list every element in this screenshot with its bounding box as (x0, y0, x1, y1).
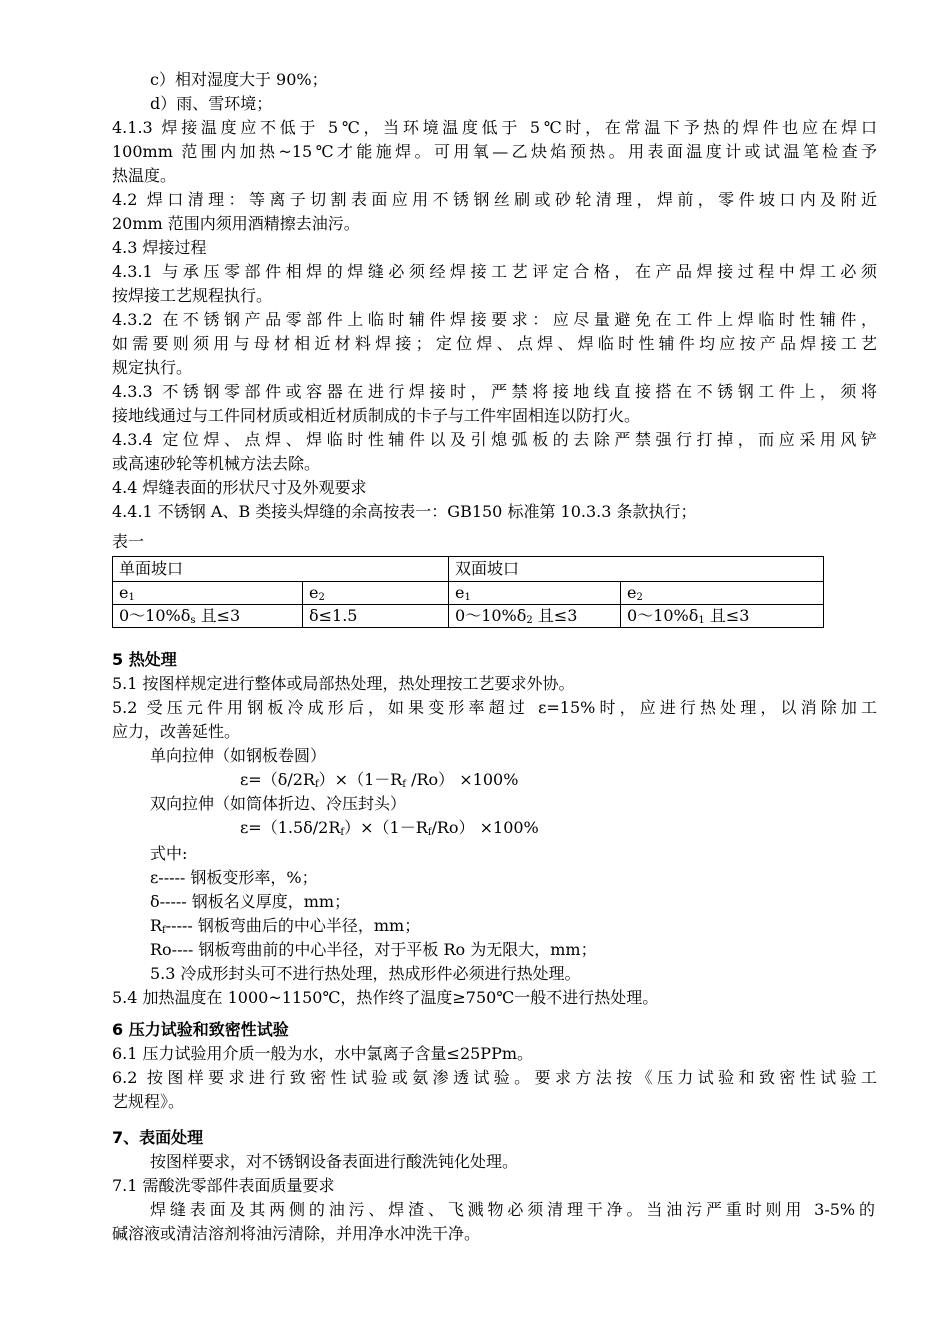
table-cell: $0\sim 10\%\delta_s$ 且≤3 (113, 605, 303, 628)
formula-line: $\varepsilon=(\delta/2R_f)\times(1-R_f$ /Ro） ×100% (240, 770, 519, 790)
text-line: 式中: (150, 844, 188, 863)
section-heading: 7.1 需酸洗零部件表面质量要求 (112, 1176, 335, 1195)
text-line: 或高速砂轮等机械方法去除。 (112, 454, 321, 473)
text-line: 20mm 范围内须用酒精擦去油污。 (112, 214, 360, 233)
table-cell: $e_1$ (113, 582, 303, 605)
section-heading: 4.4 焊缝表面的形状尺寸及外观要求 (112, 478, 367, 497)
table-cell: $0\sim 10\%\delta_1$ 且≤3 (621, 605, 824, 628)
text-line: 100mm 范围内加热~15℃才能施焊。可用氧—乙炔焰预热。用表面温度计或试温笔检查予 (112, 142, 877, 161)
text-line: 5.2 受压元件用钢板冷成形后，如果变形率超过 ε=15%时，应进行热处理，以消除加工 (112, 698, 877, 717)
text-line: 按焊接工艺规程执行。 (112, 286, 273, 305)
text-line: 热温度。 (112, 166, 177, 185)
text-line: 5.3 冷成形封头可不进行热处理，热成形件必须进行热处理。 (150, 964, 581, 983)
text-line: 4.3.3 不锈钢零部件或容器在进行焊接时，严禁将接地线直接搭在不锈钢工件上，须将 (112, 382, 877, 401)
weld-reinforcement-table (112, 556, 824, 628)
text-line: 如需要则须用与母材相近材料焊接；定位焊、点焊、焊临时性辅件均应按产品焊接工艺 (112, 334, 877, 353)
table-row (113, 557, 824, 582)
chapter-heading: 7、表面处理 (112, 1128, 204, 1147)
table-header-cell: 双面坡口 (449, 557, 824, 582)
text-line: Ro---- 钢板弯曲前的中心半径，对于平板 Ro 为无限大，mm； (150, 940, 597, 959)
text-line: δ----- 钢板名义厚度，mm； (150, 892, 351, 911)
text-line: 4.2 焊口清理：等离子切割表面应用不锈钢丝刷或砂轮清理，焊前，零件坡口内及附近 (112, 190, 877, 209)
text-line: 接地线通过与工件同材质或相近材质制成的卡子与工件牢固相连以防打火。 (112, 406, 641, 425)
text-line: 4.1.3 焊接温度应不低于 5℃，当环境温度低于 5℃时，在常温下予热的焊件也应在焊口 (112, 118, 877, 137)
text-line: d）雨、雪环境； (150, 94, 273, 113)
table-cell: $e_2$ (621, 582, 824, 605)
text-line: ε----- 钢板变形率，%； (150, 868, 318, 887)
text-line: 规定执行。 (112, 358, 193, 377)
table-cell: $e_2$ (303, 582, 449, 605)
text-line: 碱溶液或清洁溶剂将油污清除，并用净水冲洗干净。 (112, 1224, 481, 1243)
text-line: 应力，改善延性。 (112, 722, 241, 741)
text-line: 4.3.1 与承压零部件相焊的焊缝必须经焊接工艺评定合格，在产品焊接过程中焊工必须 (112, 262, 877, 281)
text-line: 焊缝表面及其两侧的油污、焊渣、飞溅物必须清理干净。当油污严重时则用 3-5%的 (150, 1200, 875, 1219)
text-line: 4.3.2 在不锈钢产品零部件上临时辅件焊接要求：应尽量避免在工件上焊临时性辅件， (112, 310, 877, 329)
text-line: 艺规程》。 (112, 1092, 185, 1111)
table-header-cell: 单面坡口 (113, 557, 449, 582)
text-line: 6.1 压力试验用介质一般为水，水中氯离子含量≤25PPm。 (112, 1044, 534, 1063)
table-cell: $0\sim 10\%\delta_2$ 且≤3 (449, 605, 621, 628)
text-line: c）相对湿度大于 90%； (150, 70, 328, 89)
table-cell: $e_1$ (449, 582, 621, 605)
text-line: $R_f-----$ 钢板弯曲后的中心半径，mm； (150, 916, 421, 936)
section-heading: 4.3 焊接过程 (112, 238, 207, 257)
text-line: 双向拉伸（如筒体折边、冷压封头） (150, 794, 407, 813)
text-line: 5.4 加热温度在 1000~1150℃，热作终了温度≥750℃一般不进行热处理。 (112, 988, 659, 1007)
text-line: 6.2 按图样要求进行致密性试验或氨渗透试验。要求方法按《压力试验和致密性试验工 (112, 1068, 877, 1087)
table-caption: 表一 (112, 532, 145, 551)
chapter-heading: 5 热处理 (112, 650, 177, 669)
text-line: 5.1 按图样规定进行整体或局部热处理，热处理按工艺要求外协。 (112, 674, 575, 693)
formula-line: $\varepsilon=(1.5\delta/2R_f)\times(1-R_f/Ro) \times 100\%$ (240, 818, 539, 838)
text-line: 单向拉伸（如钢板卷圆） (150, 746, 327, 765)
chapter-heading: 6 压力试验和致密性试验 (112, 1020, 289, 1039)
text-line: 4.3.4 定位焊、点焊、焊临时性辅件以及引熄弧板的去除严禁强行打掉，而应采用风铲 (112, 430, 877, 449)
table-row (113, 582, 824, 605)
table-cell: δ≤1.5 (303, 605, 449, 628)
table-row (113, 605, 824, 628)
text-line: 4.4.1 不锈钢 A、B 类接头焊缝的余高按表一：GB150 标准第 10.3.3 条款执行； (112, 502, 697, 521)
text-line: 按图样要求，对不锈钢设备表面进行酸洗钝化处理。 (150, 1152, 519, 1171)
